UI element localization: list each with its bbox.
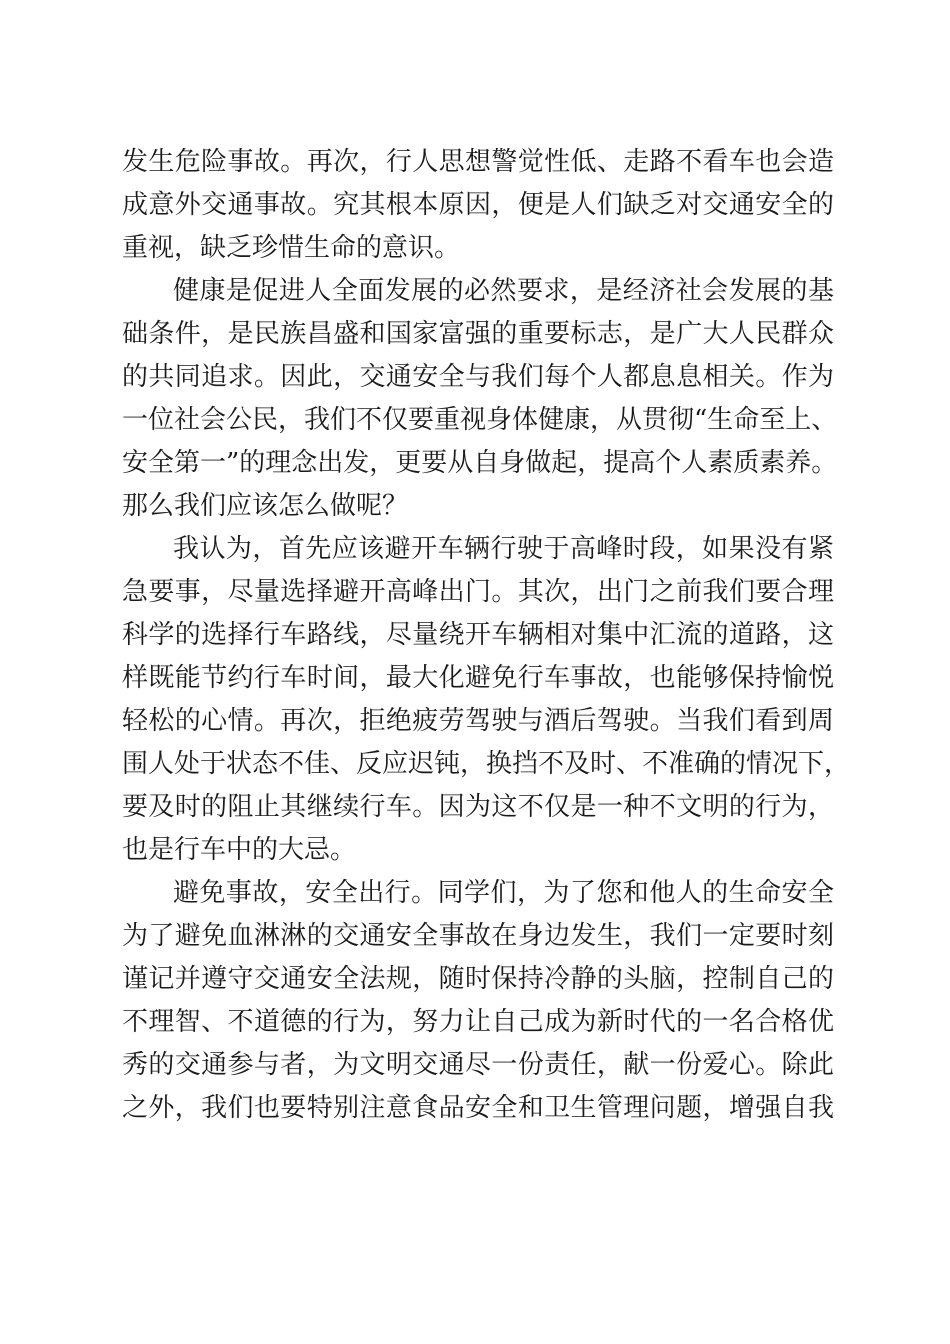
text-line: 秀的交通参与者，为文明交通尽一份责任，献一份爱心。除此 <box>122 1050 834 1080</box>
paragraph-1 <box>122 141 834 270</box>
text-line: 我认为，首先应该避开车辆行驶于高峰时段，如果没有紧 <box>173 534 834 564</box>
text-line: 轻松的心情。再次，拒绝疲劳驾驶与酒后驾驶。当我们看到周 <box>122 706 834 736</box>
text-line: 避免事故，安全出行。同学们，为了您和他人的生命安全 <box>173 878 834 908</box>
text-line: 急要事，尽量选择避开高峰出门。其次，出门之前我们要合理 <box>122 577 834 607</box>
text-line: 那么我们应该怎么做呢？ <box>122 491 409 521</box>
text-line: 科学的选择行车路线，尽量绕开车辆相对集中汇流的道路，这 <box>122 620 834 650</box>
paragraph-2 <box>122 270 838 528</box>
body-text <box>122 141 851 1130</box>
text-line: 为了避免血淋淋的交通安全事故在身边发生，我们一定要时刻 <box>122 921 834 951</box>
text-line: 安全第一”的理念出发，更要从自身做起，提高个人素质素养。 <box>122 448 838 478</box>
text-line: 健康是促进人全面发展的必然要求，是经济社会发展的基 <box>173 276 834 306</box>
text-line: 成意外交通事故。究其根本原因，便是人们缺乏对交通安全的 <box>122 190 834 220</box>
text-line: 要及时的阻止其继续行车。因为这不仅是一种不文明的行为， <box>122 792 834 822</box>
text-line: 样既能节约行车时间，最大化避免行车事故，也能够保持愉悦 <box>122 663 834 693</box>
text-line: 重视，缺乏珍惜生命的意识。 <box>122 233 461 263</box>
text-line: 一位社会公民，我们不仅要重视身体健康，从贯彻“生命至上、 <box>122 405 838 435</box>
text-line: 不理智、不道德的行为，努力让自己成为新时代的一名合格优 <box>122 1007 834 1037</box>
text-line: 之外，我们也要特别注意食品安全和卫生管理问题，增强自我 <box>122 1093 834 1123</box>
paragraph-3 <box>122 528 851 872</box>
text-line: 围人处于状态不佳、反应迟钝，换挡不及时、不准确的情况下， <box>122 749 851 779</box>
paragraph-4 <box>122 872 834 1130</box>
text-line: 础条件，是民族昌盛和国家富强的重要标志，是广大人民群众 <box>122 319 834 349</box>
text-line: 发生危险事故。再次，行人思想警觉性低、走路不看车也会造 <box>122 147 834 177</box>
text-line: 谨记并遵守交通安全法规，随时保持冷静的头脑，控制自己的 <box>122 964 834 994</box>
text-line: 的共同追求。因此，交通安全与我们每个人都息息相关。作为 <box>122 362 834 392</box>
text-line: 也是行车中的大忌。 <box>122 835 357 865</box>
